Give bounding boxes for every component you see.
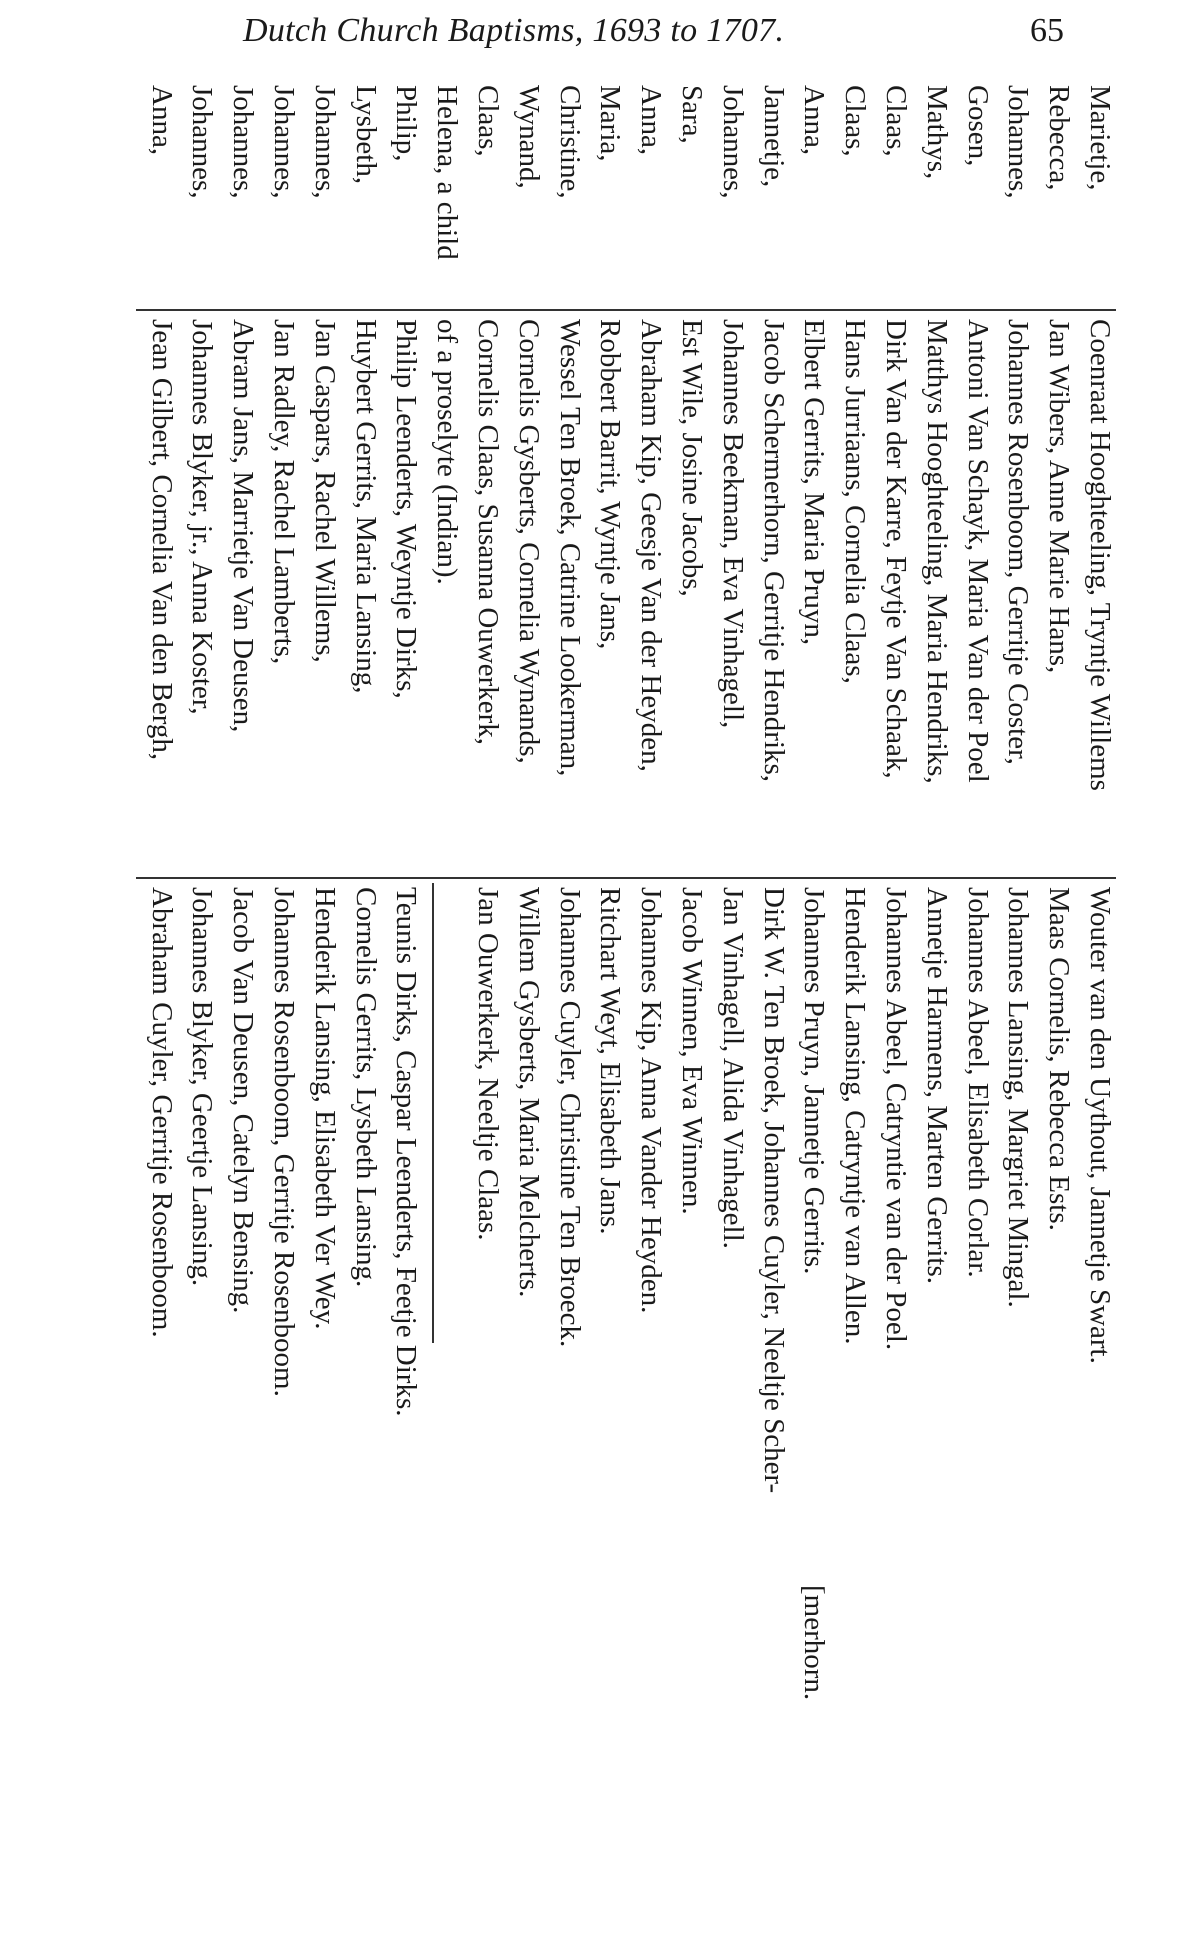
table-row (427, 85, 467, 1930)
parents-names: Dirk Van der Karre, Feytje Van Schaak, (880, 319, 912, 779)
child-name: Johannes, (227, 85, 260, 199)
parents-names: Matthys Hooghteeling, Maria Hendriks, (920, 319, 953, 784)
parents-names: Jan Wibers, Anne Marie Hans, (1043, 319, 1076, 674)
child-name: Johannes, (268, 85, 300, 199)
child-name: Sara, (676, 85, 708, 144)
child-name: Claas, (472, 85, 504, 157)
sponsors-names: Johannes Pruyn, Jannetje Gerrits. (798, 887, 831, 1275)
sponsors-names: Maas Cornelis, Rebecca Ests. (1043, 887, 1076, 1231)
sponsors-names: Henderik Lansing, Elisabeth Ver Wey. (308, 887, 341, 1330)
child-name: Philip, (390, 85, 423, 162)
sponsors-names: Johannes Abeel, Catryntie van der Poel. (880, 887, 912, 1351)
parents-names: Coenraat Hooghteeling, Tryntje Willems (1084, 319, 1116, 791)
parents-names: Elbert Gerrits, Maria Pruyn, (798, 319, 831, 646)
table-row (631, 85, 671, 1930)
table-row (1080, 85, 1120, 1930)
parents-names: of a proselyte (Indian). (431, 319, 464, 585)
parents-names: Huybert Gerrits, Maria Lansing, (349, 319, 382, 694)
parents-names: Robbert Barrit, Wyntje Jans, (594, 319, 627, 650)
parents-names: Johannes Blyker, jr., Anna Koster, (186, 319, 219, 715)
child-name: Claas, (880, 85, 912, 157)
sponsors-names: Jacob Winnen, Eva Winnen. (676, 887, 708, 1215)
sponsors-names: Jan Ouwerkerk, Neeltje Claas. (472, 887, 504, 1241)
child-name: Gosen, (961, 85, 994, 167)
sponsors-names: Henderik Lansing, Catryntje van Allen. (839, 887, 872, 1345)
table-row (958, 85, 998, 1930)
table-row (509, 85, 549, 1930)
sponsors-names: Annetje Harmens, Marten Gerrits. (920, 887, 953, 1285)
parents-names: Johannes Beekman, Eva Vinhagell, (716, 319, 749, 729)
table-row (590, 85, 630, 1930)
table-row (876, 85, 916, 1930)
table-row (794, 85, 834, 1930)
sponsors-names: Abraham Cuyler, Gerritje Rosenboom. (145, 887, 178, 1338)
parents-names: Antoni Van Schayk, Maria Van der Poel (961, 319, 994, 783)
table-row (672, 85, 712, 1930)
page-number: 65 (1030, 12, 1064, 49)
parents-names: Wessel Ten Broek, Catrine Lookerman, (553, 319, 586, 777)
continuation-bracket: [merhorn. (798, 1585, 831, 1701)
sponsors-names: Wouter van den Uythout, Jannetje Swart. (1084, 887, 1116, 1364)
parents-names: Philip Leenderts, Weyntje Dirks, (390, 319, 423, 699)
parents-names: Jan Radley, Rachel Lamberts, (268, 319, 300, 665)
child-name: Helena, a child (431, 85, 464, 260)
child-name: Marietje, (1084, 85, 1116, 191)
child-name: Anna, (635, 85, 668, 156)
parents-names: Abraham Kip, Geesje Van der Heyden, (635, 319, 668, 772)
table-row (998, 85, 1038, 1930)
parents-names: Jacob Schermerhorn, Gerritje Hendriks, (757, 319, 790, 783)
table-row (917, 85, 957, 1930)
page-header (0, 12, 1194, 62)
table-row (550, 85, 590, 1930)
page-title: Dutch Church Baptisms, 1693 to 1707. (243, 12, 785, 49)
sponsors-names: Johannes Blyker, Geertje Lansing. (186, 887, 219, 1287)
child-name: Rebecca, (1043, 85, 1076, 191)
child-name: Mathys, (920, 85, 953, 180)
sponsors-names: Johannes Cuyler, Christine Ten Broeck. (553, 887, 586, 1348)
sponsors-names: Jan Vinhagell, Alida Vinhagell. (716, 887, 749, 1249)
child-name: Johannes, (716, 85, 749, 199)
table-row (182, 85, 222, 1930)
table-row (305, 85, 345, 1930)
table-row (713, 85, 753, 1930)
sponsors-names: Dirk W. Ten Broek, Johannes Cuyler, Neeltje Scher- (757, 887, 790, 1494)
parents-names: Est Wile, Josine Jacobs, (676, 319, 708, 597)
child-name: Anna, (798, 85, 831, 156)
child-name: Christine, (553, 85, 586, 199)
child-name: Claas, (839, 85, 872, 157)
table-row (835, 85, 875, 1930)
table-row (754, 85, 794, 1930)
sponsors-names: Teunis Dirks, Caspar Leenderts, Feetje Dirks. (390, 887, 423, 1417)
table-row (142, 85, 182, 1930)
parents-names: Hans Jurriaans, Cornelia Claas, (839, 319, 872, 684)
sponsors-names: Jacob Van Deusen, Catelyn Bensing. (227, 887, 260, 1314)
parents-names: Jean Gilbert, Cornelia Van den Bergh, (145, 319, 178, 761)
table-row (1039, 85, 1079, 1930)
table-row (223, 85, 263, 1930)
parents-names: Cornelis Claas, Susanna Ouwerkerk, (472, 319, 504, 746)
table-row (386, 85, 426, 1930)
sponsors-names: Johannes Abeel, Elisabeth Corlar. (961, 887, 994, 1278)
parents-names: Jan Caspars, Rachel Willems, (308, 319, 341, 663)
table-row (346, 85, 386, 1930)
baptism-register-table (75, 85, 1120, 1930)
child-name: Anna, (145, 85, 178, 156)
child-name: Johannes, (1002, 85, 1035, 199)
child-name: Wynand, (512, 85, 545, 189)
sponsors-names: Cornelis Gerrits, Lysbeth Lansing. (349, 887, 382, 1288)
sponsors-names: Ritchart Weyt, Elisabeth Jans. (594, 887, 627, 1235)
sponsors-names: Willem Gysberts, Maria Melcherts. (512, 887, 545, 1298)
child-name: Lysbeth, (349, 85, 382, 185)
table-row (264, 85, 304, 1930)
sponsors-names: Johannes Kip, Anna Vander Heyden. (635, 887, 668, 1314)
child-name: Johannes, (186, 85, 219, 199)
parents-names: Cornelis Gysberts, Cornelia Wynands, (512, 319, 545, 764)
child-name: Jannetje, (757, 85, 790, 188)
child-name: Johannes, (308, 85, 341, 199)
parents-names: Johannes Rosenboom, Gerritje Coster, (1002, 319, 1035, 765)
parents-names: Abram Jans, Marrietje Van Deusen, (227, 319, 260, 733)
sponsors-names: Johannes Rosenboom, Gerritje Rosenboom. (268, 887, 300, 1397)
sponsors-names: Johannes Lansing, Margriet Mingal. (1002, 887, 1035, 1308)
table-row (468, 85, 508, 1930)
child-name: Maria, (594, 85, 627, 162)
